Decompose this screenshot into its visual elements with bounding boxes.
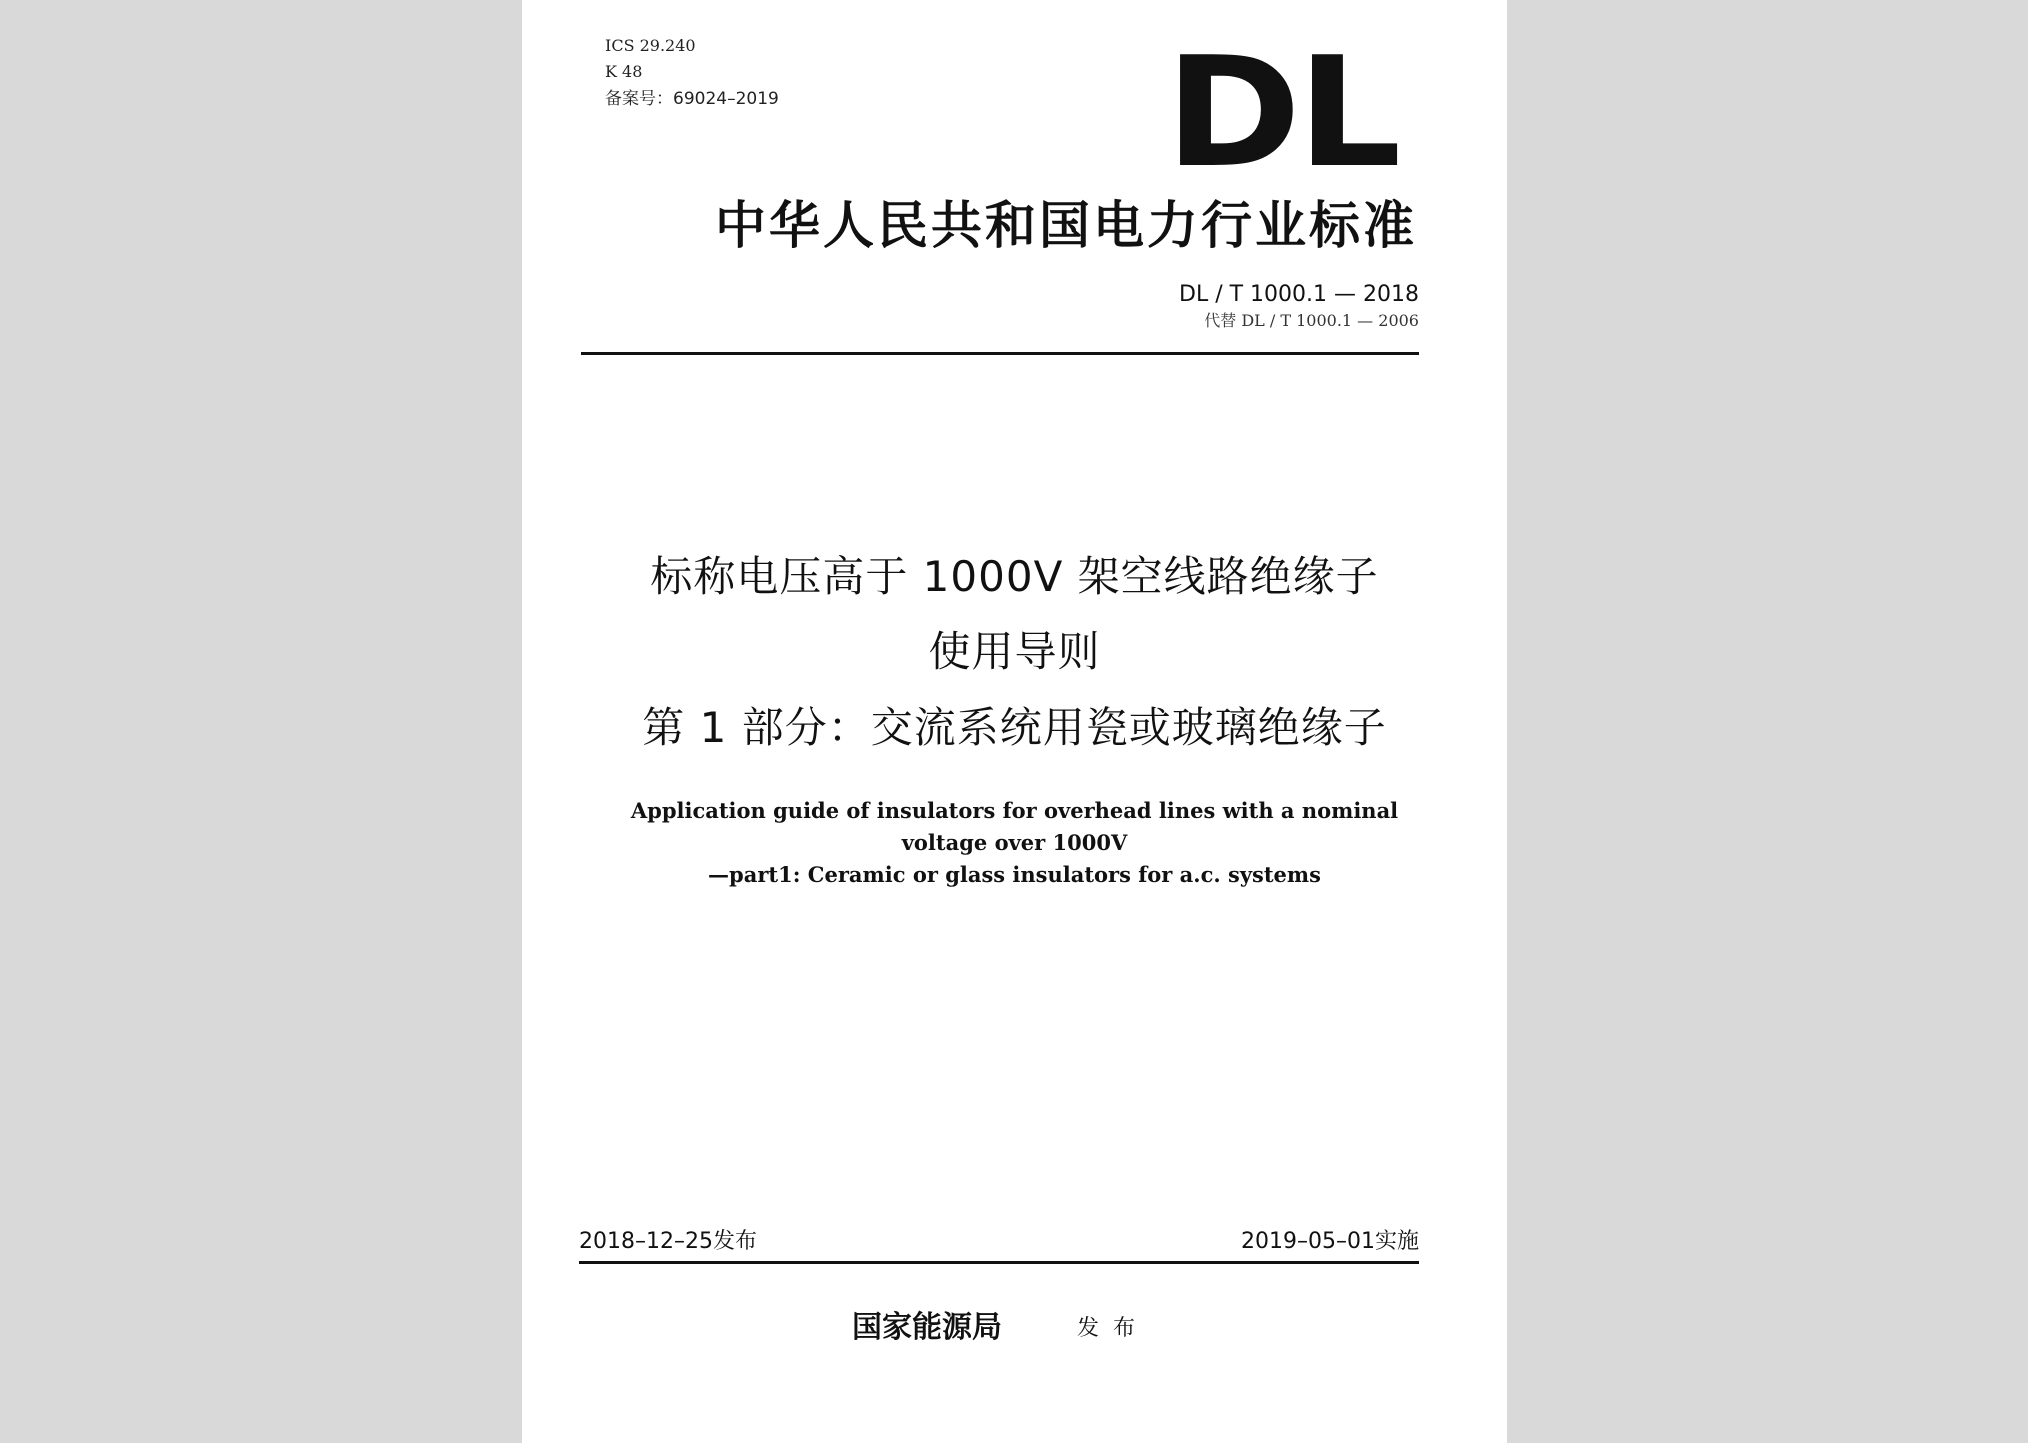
dl-logo: DL: [1165, 24, 1398, 201]
issue-date: 2018–12–25发布: [579, 1229, 757, 1254]
publish-label: 发布: [1077, 1316, 1150, 1341]
header-divider: [581, 352, 1419, 355]
ics-code: ICS 29.240: [605, 36, 696, 55]
standard-title: 中华人民共和国电力行业标准: [714, 196, 1417, 256]
title-zh-line-3: 第 1 部分：交流系统用瓷或玻璃绝缘子: [642, 703, 1387, 752]
publisher: 国家能源局: [852, 1310, 1002, 1345]
title-zh-line-2: 使用导则: [928, 627, 1101, 676]
title-en-line-2: voltage over 1000V: [901, 830, 1128, 855]
replaces-code: 代替 DL / T 1000.1 — 2006: [1204, 311, 1419, 330]
title-en-line-3: —part1: Ceramic or glass insulators for a.c. systems: [708, 862, 1321, 887]
document-page: [522, 0, 1507, 1443]
standard-code: DL / T 1000.1 — 2018: [1179, 282, 1419, 307]
title-en-line-1: Application guide of insulators for overhead lines with a nominal: [630, 798, 1399, 823]
footer-divider: [579, 1261, 1419, 1264]
title-zh-line-1: 标称电压高于 1000V 架空线路绝缘子: [650, 552, 1379, 601]
classification-code: K 48: [605, 62, 643, 81]
implementation-date: 2019–05–01实施: [1241, 1229, 1419, 1254]
record-number: 备案号：69024–2019: [605, 89, 779, 109]
